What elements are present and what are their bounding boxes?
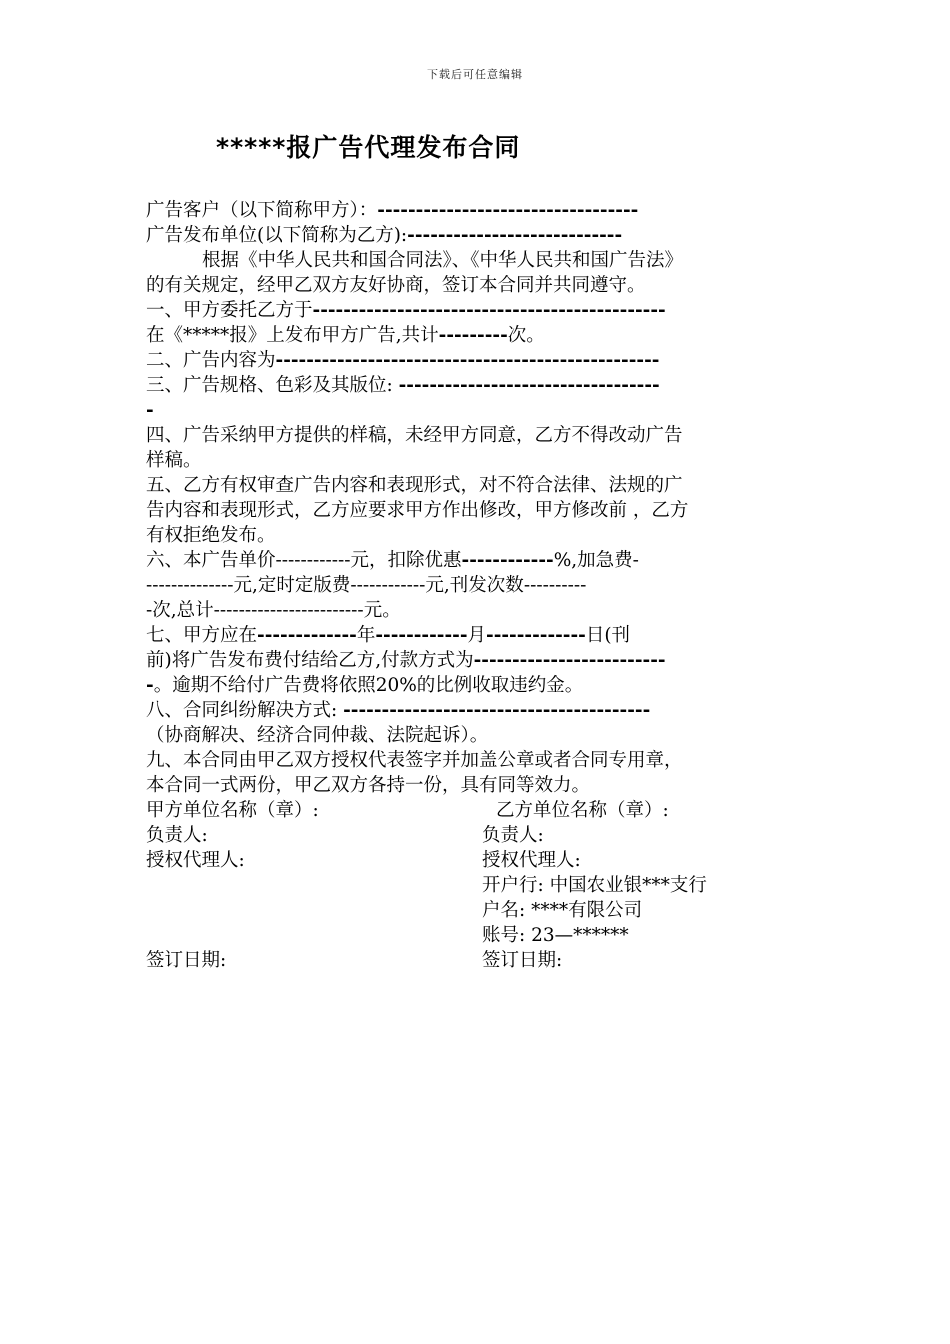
times-blank: --------- <box>438 325 508 346</box>
party-b-agent: 授权代理人: <box>482 850 581 871</box>
party-b-account-name: 户名: ****有限公司 <box>482 900 643 921</box>
clause-2-blank: -------------------------------------------------- <box>275 350 660 371</box>
penalty-text: 。逾期不给付广告费将依照20%的比例收取违约金。 <box>153 675 584 696</box>
clause-6-line-2 <box>146 573 806 598</box>
clause-1-end: 次。 <box>507 325 545 346</box>
clause-6-total-label: 次,总计 <box>152 600 214 621</box>
party-a-name-label: 甲方单位名称（章）: <box>146 800 319 821</box>
clause-2-label: 二、广告内容为 <box>146 350 276 371</box>
party-a-responsible: 负责人: <box>146 825 208 846</box>
total-blank: ------------------------ <box>213 600 364 621</box>
discount-blank: ------------ <box>461 550 554 571</box>
count-blank-cont: - <box>146 600 153 621</box>
party-b-date: 签订日期: <box>482 950 563 971</box>
signature-row-responsible <box>146 823 806 848</box>
payment-method-label: 前)将广告发布费付结给乙方,付款方式为 <box>146 650 474 671</box>
clause-7-line-3 <box>146 673 806 698</box>
signature-row-names <box>146 798 806 823</box>
clause-1-line-1 <box>146 298 806 323</box>
contract-body <box>146 198 806 973</box>
payment-method-blank-cont: - <box>146 675 154 696</box>
clause-8-line-1 <box>146 698 806 723</box>
party-b-responsible: 负责人: <box>482 825 544 846</box>
clause-5-line-3: 有权拒绝发布。 <box>146 525 276 546</box>
party-a-line <box>146 198 806 223</box>
unit-price-blank: ------------ <box>275 550 351 571</box>
clause-7-label: 七、甲方应在 <box>146 625 258 646</box>
header-note: 下载后可任意编辑 <box>427 68 523 81</box>
clause-1-line-2 <box>146 323 806 348</box>
clause-1-blank: ---------------------------------------------- <box>312 300 666 321</box>
signature-row-account-no <box>146 923 806 948</box>
clause-3-blank: ---------------------------------- <box>398 375 660 396</box>
clause-2-line <box>146 348 806 373</box>
party-b-bank: 开户行: 中国农业银***支行 <box>482 875 707 896</box>
party-a-label: 广告客户（以下简称甲方）： <box>146 200 378 221</box>
signature-row-bank <box>146 873 806 898</box>
year-label: 年 <box>356 625 376 646</box>
party-a-agent: 授权代理人: <box>146 850 245 871</box>
clause-8-label: 八、合同纠纷解决方式: <box>146 700 344 721</box>
party-a-date: 签订日期: <box>146 950 227 971</box>
clause-4-line-1: 四、广告采纳甲方提供的样稿，未经甲方同意，乙方不得改动广告 <box>146 425 683 446</box>
payment-method-blank: ------------------------- <box>473 650 666 671</box>
signature-row-account-name <box>146 898 806 923</box>
clause-9-line-1: 九、本合同由甲乙双方授权代表签字并加盖公章或者合同专用章， <box>146 750 683 771</box>
signature-row-agent <box>146 848 806 873</box>
count-blank: ---------- <box>523 575 587 596</box>
party-b-account-no: 账号: 23—****** <box>482 925 629 946</box>
page-title: *****报广告代理发布合同 <box>216 133 521 162</box>
party-a-blank: ---------------------------------- <box>377 200 639 221</box>
day-blank: ------------- <box>486 625 586 646</box>
rush-fee-blank: -------------- <box>146 575 234 596</box>
preamble-line-2: 的有关规定，经甲乙双方友好协商，签订本合同并共同遵守。 <box>146 275 646 296</box>
clause-6-fixed-label: 元,定时定版费 <box>233 575 351 596</box>
rush-fee-blank-start: - <box>632 550 639 571</box>
clause-9-line-2: 本合同一式两份，甲乙双方各持一份，具有同等效力。 <box>146 775 591 796</box>
party-b-label: 广告发布单位(以下简称为乙方): <box>146 225 408 246</box>
clause-8-line-2: （协商解决、经济合同仲裁、法院起诉）。 <box>146 725 489 746</box>
clause-6-line-1 <box>146 548 806 573</box>
year-blank: ------------- <box>257 625 357 646</box>
clause-6-line-3 <box>146 598 806 623</box>
clause-1-label: 一、甲方委托乙方于 <box>146 300 313 321</box>
month-label: 月 <box>467 625 487 646</box>
clause-6-rush-label: %,加急费 <box>553 550 633 571</box>
party-b-blank: ---------------------------- <box>407 225 623 246</box>
clause-1-text: 在《*****报》上发布甲方广告,共计 <box>146 325 439 346</box>
clause-7-line-2 <box>146 648 806 673</box>
clause-3-blank-cont: - <box>146 400 154 421</box>
clause-5-line-2: 告内容和表现形式，乙方应要求甲方作出修改，甲方修改前 ，乙方 <box>146 500 689 521</box>
clause-4-line-2: 样稿。 <box>146 450 202 471</box>
clause-6-unit-price-label: 六、本广告单价 <box>146 550 276 571</box>
party-b-line <box>146 223 806 248</box>
clause-6-count-label: 元,刊发次数 <box>425 575 524 596</box>
clause-5-line-1: 五、乙方有权审查广告内容和表现形式，对不符合法律、法规的广 <box>146 475 683 496</box>
signature-row-date <box>146 948 806 973</box>
day-label: 日(刊 <box>585 625 631 646</box>
fixed-fee-blank: ------------ <box>350 575 426 596</box>
clause-3-label: 三、广告规格、色彩及其版位: <box>146 375 399 396</box>
clause-3-line <box>146 373 806 398</box>
clause-6-end: 元。 <box>363 600 401 621</box>
clause-6-discount-label: 元，扣除优惠 <box>350 550 462 571</box>
month-blank: ------------ <box>375 625 468 646</box>
party-b-name-label: 乙方单位名称（章）: <box>496 800 669 821</box>
preamble-line-1: 根据《中华人民共和国合同法》、《中华人民共和国广告法》 <box>202 250 684 271</box>
dispute-blank: ---------------------------------------- <box>343 700 651 721</box>
clause-7-line-1 <box>146 623 806 648</box>
